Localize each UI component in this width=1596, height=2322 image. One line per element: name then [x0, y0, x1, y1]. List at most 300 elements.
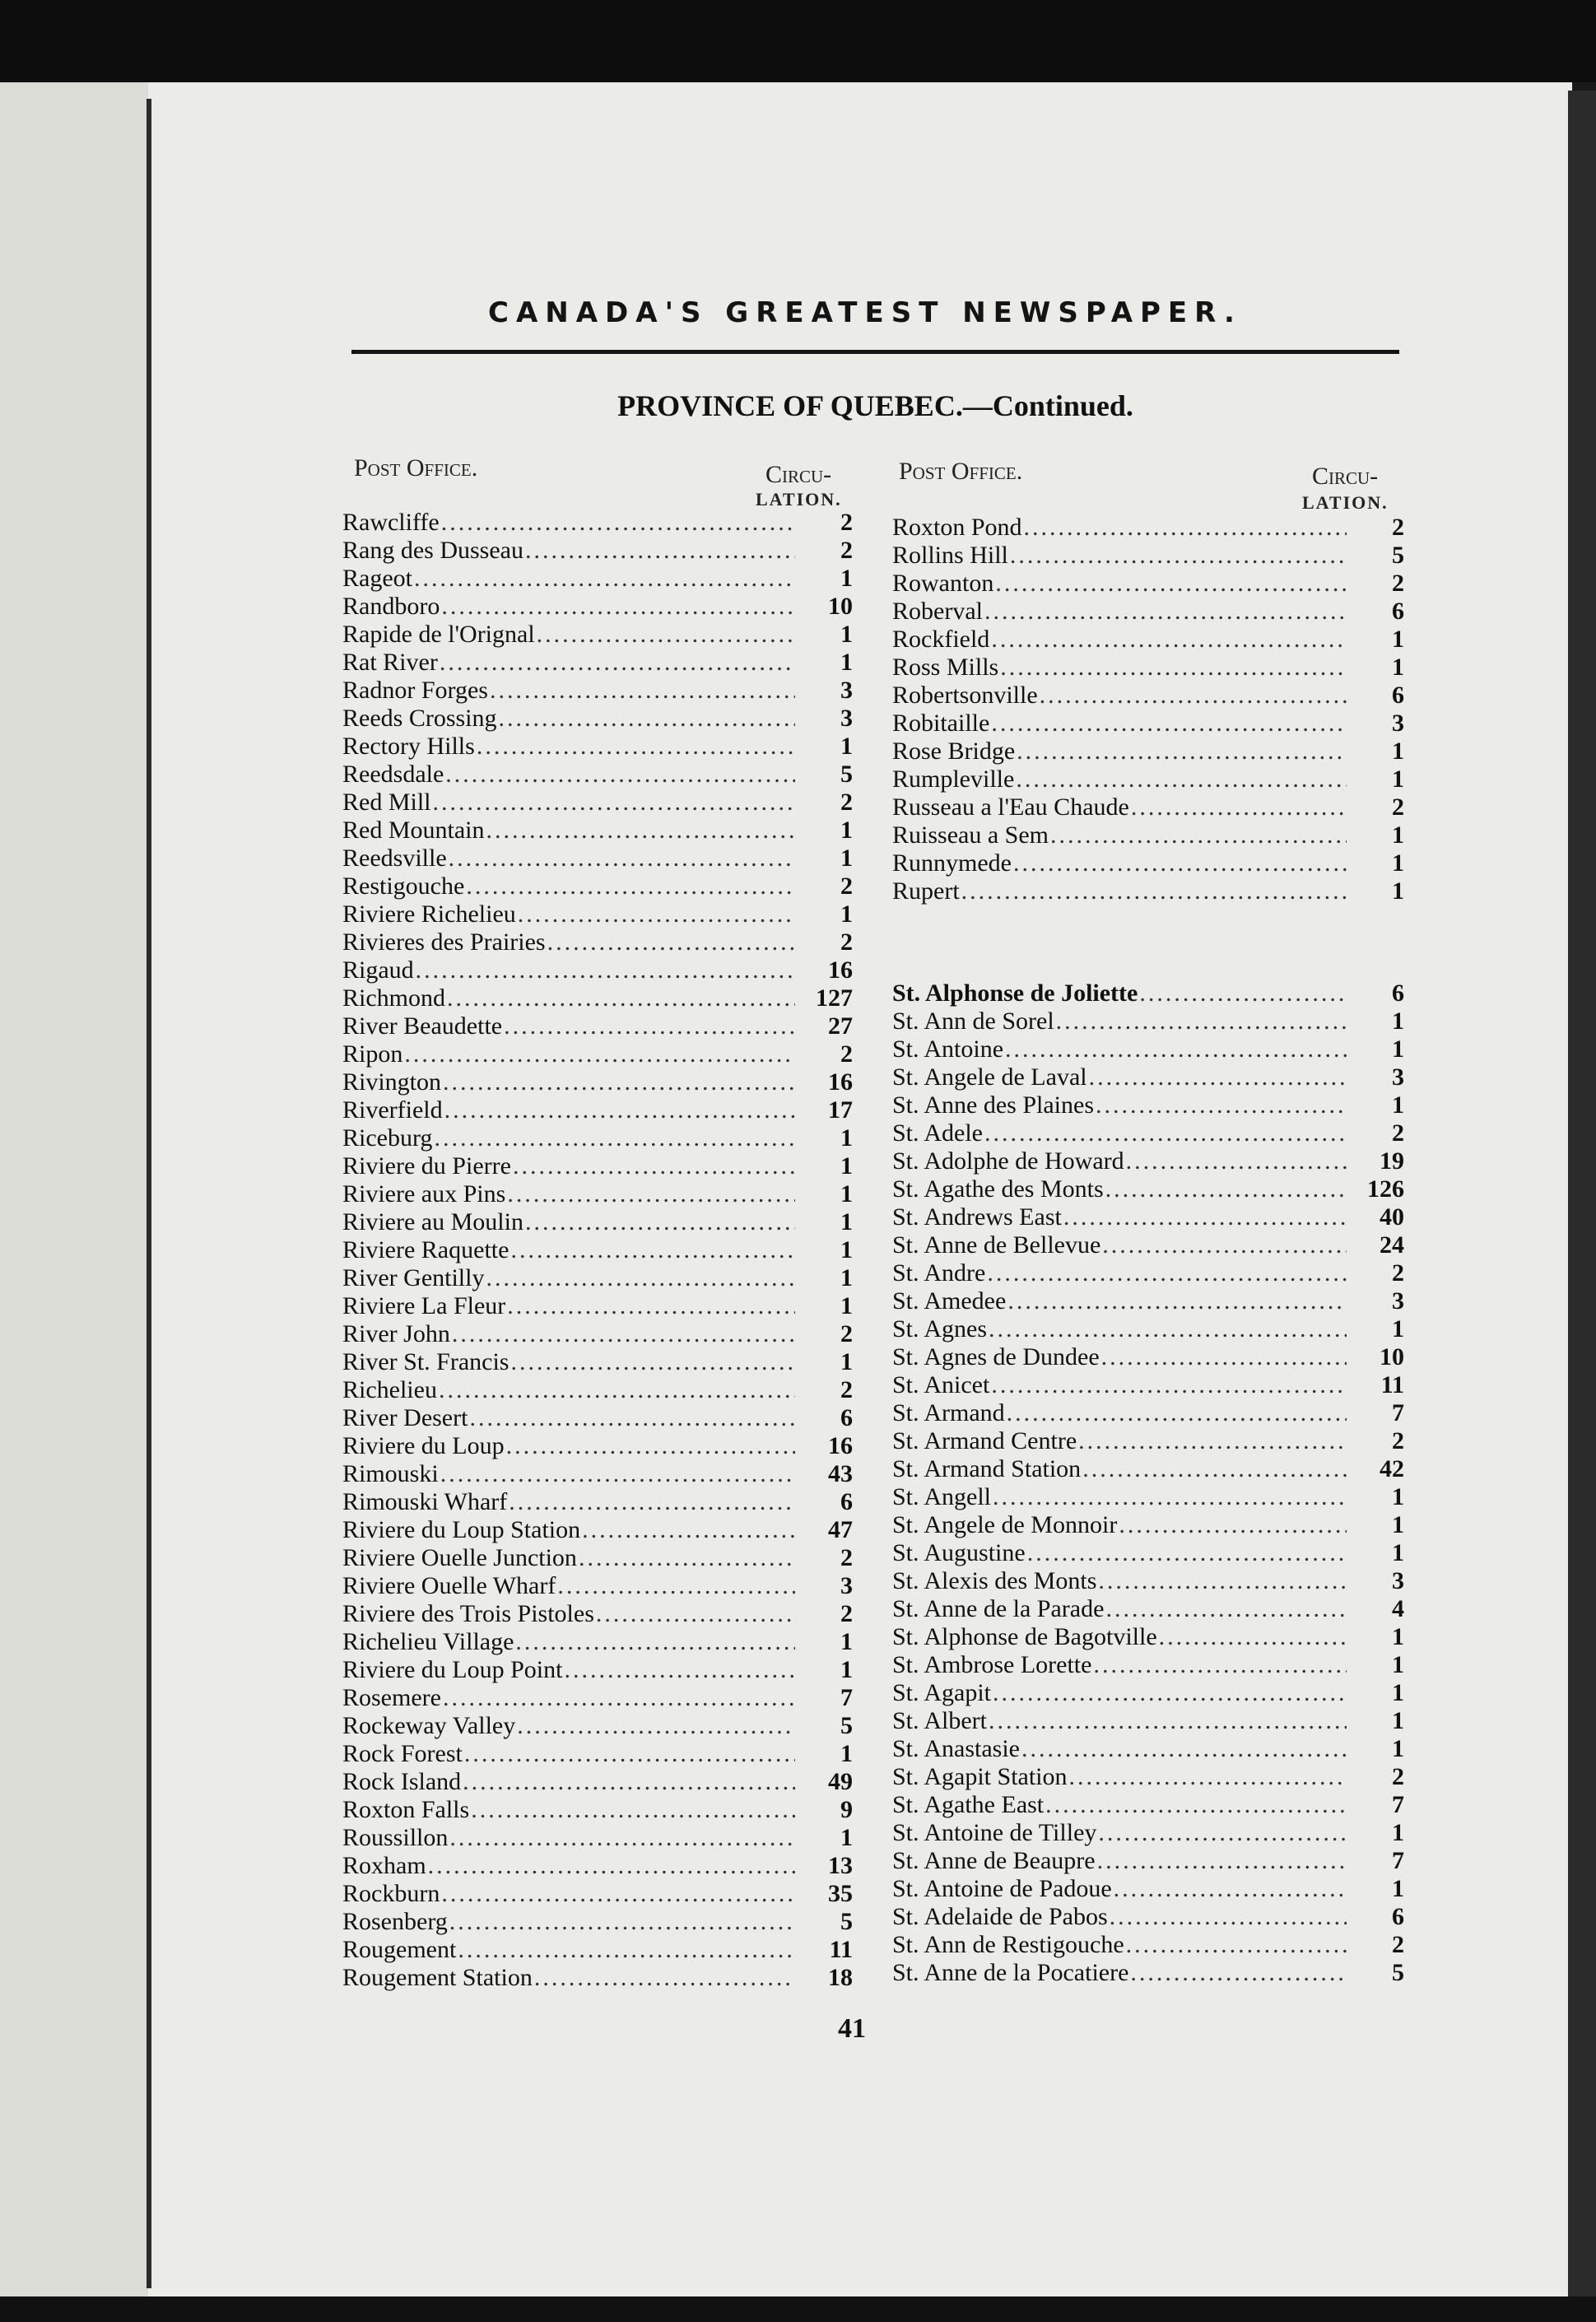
dot-leader — [505, 1432, 795, 1460]
dot-leader — [987, 1315, 1347, 1343]
circulation-value: 1 — [1392, 765, 1404, 793]
left-entry-row — [342, 1852, 853, 1880]
post-office-name: Rock Island — [342, 1768, 462, 1795]
circulation-value: 3 — [1392, 710, 1404, 737]
circulation-value: 1 — [1392, 1511, 1404, 1538]
post-office-name: St. Anne des Plaines — [892, 1091, 1094, 1119]
dot-leader — [509, 1236, 795, 1264]
circulation-value: 2 — [840, 872, 853, 900]
circulation-value: 1 — [840, 1628, 853, 1655]
right-entry-row — [892, 654, 1404, 682]
circulation-value: 43 — [828, 1460, 853, 1487]
post-office-name: St. Agapit Station — [892, 1763, 1068, 1790]
left-entry-row — [342, 872, 853, 900]
left-entry-row — [342, 1432, 853, 1460]
right-st-entry-row — [892, 1623, 1404, 1651]
circulation-value: 2 — [840, 1376, 853, 1403]
dot-leader — [516, 900, 795, 928]
left-entry-row — [342, 621, 853, 649]
circulation-value: 13 — [828, 1852, 853, 1879]
left-entry-row — [342, 1824, 853, 1852]
circulation-value: 5 — [1392, 1959, 1404, 1986]
post-office-name: St. Alexis des Monts — [892, 1567, 1097, 1594]
dot-leader — [505, 1180, 795, 1208]
dot-leader — [1077, 1427, 1347, 1455]
left-entry-row — [342, 956, 853, 984]
dot-leader — [989, 710, 1347, 738]
post-office-name: Rollins Hill — [892, 542, 1008, 569]
left-entry-row — [342, 1488, 853, 1516]
right-st-entry-row — [892, 1287, 1404, 1315]
dot-leader — [441, 1684, 795, 1712]
post-office-name: St. Agathe East — [892, 1791, 1045, 1818]
dot-leader — [1100, 1343, 1347, 1371]
circulation-value: 1 — [840, 565, 853, 592]
left-entry-row — [342, 845, 853, 872]
circulation-value: 1 — [840, 1740, 853, 1767]
post-office-name: Rimouski Wharf — [342, 1488, 508, 1515]
left-entry-row — [342, 817, 853, 845]
circulation-value: 16 — [828, 1068, 853, 1096]
circulation-value: 1 — [1392, 1539, 1404, 1566]
circulation-value: 3 — [840, 705, 853, 732]
dot-leader — [1112, 1875, 1347, 1903]
post-office-name: River Beaudette — [342, 1012, 503, 1040]
dot-leader — [448, 1908, 795, 1936]
circulation-value: 2 — [1392, 570, 1404, 597]
dot-leader — [1087, 1063, 1347, 1091]
circulation-value: 2 — [840, 509, 853, 536]
post-office-name: Russeau a l'Eau Chaude — [892, 793, 1129, 821]
left-entry-row — [342, 1348, 853, 1376]
circulation-value: 9 — [840, 1796, 853, 1823]
right-entry-row — [892, 514, 1404, 542]
dot-leader — [991, 1483, 1347, 1511]
dot-leader — [1012, 849, 1347, 877]
dot-leader — [1138, 980, 1347, 1007]
dot-leader — [1068, 1763, 1347, 1791]
dot-leader — [502, 1012, 795, 1040]
post-office-name: Radnor Forges — [342, 677, 488, 704]
circulation-value: 3 — [840, 1572, 853, 1599]
right-st-entry-row — [892, 1399, 1404, 1427]
dot-leader — [1049, 821, 1347, 849]
circulation-value: 27 — [828, 1012, 853, 1040]
post-office-name: Reedsdale — [342, 761, 444, 788]
circulation-value: 7 — [840, 1684, 853, 1711]
post-office-name: Roxham — [342, 1852, 426, 1879]
dot-leader — [1014, 765, 1347, 793]
post-office-name: St. Antoine de Tilley — [892, 1819, 1097, 1846]
post-office-name: Riviere du Pierre — [342, 1152, 511, 1180]
right-st-entry-row — [892, 1903, 1404, 1931]
circulation-value: 1 — [1392, 738, 1404, 765]
dot-leader — [987, 1707, 1347, 1735]
post-office-name: Riviere aux Pins — [342, 1180, 506, 1208]
right-st-entry-row — [892, 1343, 1404, 1371]
right-st-entry-row — [892, 1763, 1404, 1791]
circulation-value: 11 — [1380, 1371, 1404, 1398]
post-office-name: Rowanton — [892, 570, 994, 597]
post-office-name: St. Ann de Restigouche — [892, 1931, 1124, 1958]
circulation-value: 1 — [840, 733, 853, 760]
right-st-entry-row — [892, 1735, 1404, 1763]
left-entry-row — [342, 1152, 853, 1180]
left-entry-row — [342, 1516, 853, 1544]
post-office-name: Richelieu — [342, 1376, 437, 1403]
post-office-name: Roxton Pond — [892, 514, 1022, 541]
dot-leader — [1104, 1595, 1347, 1623]
post-office-name: Rang des Dusseau — [342, 537, 523, 564]
right-entry-row — [892, 877, 1404, 905]
dot-leader — [1124, 1147, 1347, 1175]
right-st-entry-row — [892, 1847, 1404, 1875]
post-office-name: St. Amedee — [892, 1287, 1007, 1315]
post-office-name: Roberval — [892, 598, 983, 625]
circulation-value: 6 — [1392, 598, 1404, 625]
dot-leader — [440, 509, 795, 537]
left-entry-row — [342, 1180, 853, 1208]
post-office-name: Robertsonville — [892, 682, 1038, 709]
circulation-value: 1 — [840, 1292, 853, 1319]
circulation-value: 5 — [840, 761, 853, 788]
dot-leader — [488, 677, 795, 705]
right-st-entry-row — [892, 1231, 1404, 1259]
dot-leader — [991, 1679, 1347, 1707]
dot-leader — [1062, 1203, 1347, 1231]
right-st-entry-row — [892, 1147, 1404, 1175]
circulation-value: 2 — [840, 1320, 853, 1347]
circulation-value: 1 — [1392, 1483, 1404, 1510]
circulation-value: 1 — [1392, 1707, 1404, 1734]
left-entry-row — [342, 1096, 853, 1124]
post-office-name: St. Anne de la Parade — [892, 1595, 1105, 1622]
left-entry-row — [342, 984, 853, 1012]
circulation-value: 1 — [1392, 1315, 1404, 1342]
dot-leader — [993, 570, 1347, 598]
dot-leader — [514, 1628, 795, 1656]
right-st-entry-row — [892, 1539, 1404, 1567]
circulation-value: 5 — [840, 1712, 853, 1739]
dot-leader — [533, 1964, 795, 1992]
post-office-name: Randboro — [342, 593, 440, 620]
dot-leader — [1026, 1539, 1347, 1567]
right-st-entry-row — [892, 1511, 1404, 1539]
dot-leader — [1005, 1399, 1347, 1427]
circulation-value: 1 — [1392, 821, 1404, 849]
post-office-name: Ruisseau a Sem — [892, 821, 1049, 849]
circulation-value: 19 — [1380, 1147, 1404, 1175]
post-office-name: St. Armand — [892, 1399, 1005, 1426]
right-st-entry-row — [892, 1651, 1404, 1679]
post-office-name: Riviere des Trois Pistoles — [342, 1600, 594, 1627]
left-entry-row — [342, 509, 853, 537]
post-office-name: Richmond — [342, 984, 445, 1012]
dot-leader — [1157, 1623, 1347, 1651]
dot-leader — [484, 1264, 795, 1292]
post-office-name: Rockeway Valley — [342, 1712, 516, 1739]
post-office-name: St. Albert — [892, 1707, 988, 1734]
post-office-name: Rectory Hills — [342, 733, 475, 760]
post-office-name: Riverfield — [342, 1096, 443, 1124]
post-office-name: Rat River — [342, 649, 438, 676]
dot-leader — [1081, 1455, 1347, 1483]
right-entry-row — [892, 765, 1404, 793]
dot-leader — [998, 654, 1347, 682]
circulation-value: 35 — [828, 1880, 853, 1907]
dot-leader — [1044, 1791, 1347, 1819]
post-office-name: Rosenberg — [342, 1908, 448, 1935]
circulation-value: 127 — [816, 984, 853, 1012]
post-office-name: Rivington — [342, 1068, 442, 1096]
post-office-name: Robitaille — [892, 710, 990, 737]
dot-leader — [1038, 682, 1347, 710]
right-st-entry-row — [892, 1259, 1404, 1287]
dot-leader — [1015, 738, 1347, 765]
dot-leader — [507, 1488, 795, 1516]
dot-leader — [441, 1068, 795, 1096]
dot-leader — [960, 877, 1347, 905]
post-office-name: St. Armand Station — [892, 1455, 1082, 1482]
left-entry-row — [342, 1964, 853, 1992]
dot-leader — [562, 1656, 795, 1684]
dot-leader — [456, 1936, 795, 1964]
dot-leader — [989, 626, 1347, 654]
circulation-value: 1 — [840, 1208, 853, 1235]
dot-leader — [447, 845, 795, 872]
post-office-name: Ross Mills — [892, 654, 999, 681]
circulation-value: 7 — [1392, 1791, 1404, 1818]
dot-leader — [461, 1768, 795, 1796]
dot-leader — [1124, 1931, 1347, 1959]
left-entry-row — [342, 1040, 853, 1068]
circulation-value: 6 — [1392, 980, 1404, 1007]
left-circulation-header: Circu- — [765, 461, 832, 488]
left-entry-row — [342, 1404, 853, 1432]
circulation-value: 49 — [828, 1768, 853, 1795]
circulation-value: 1 — [840, 621, 853, 648]
dot-leader — [511, 1152, 795, 1180]
dot-leader — [464, 872, 795, 900]
dot-leader — [577, 1544, 795, 1572]
left-entry-row — [342, 565, 853, 593]
post-office-name: Rockfield — [892, 626, 990, 653]
left-entry-row — [342, 1012, 853, 1040]
right-entry-row — [892, 682, 1404, 710]
right-entries-column — [892, 514, 1404, 1987]
dot-leader — [983, 1119, 1347, 1147]
right-st-entry-row — [892, 1007, 1404, 1035]
post-office-name: Rigaud — [342, 956, 414, 984]
running-head: CANADA'S GREATEST NEWSPAPER. — [488, 296, 1242, 329]
left-entry-row — [342, 1292, 853, 1320]
circulation-value: 1 — [1392, 1651, 1404, 1678]
post-office-name: Riviere au Moulin — [342, 1208, 523, 1235]
circulation-value: 10 — [1380, 1343, 1404, 1370]
left-entry-row — [342, 537, 853, 565]
right-circulation-header-sub: LATION. — [1302, 492, 1389, 513]
circulation-value: 2 — [840, 1600, 853, 1627]
circulation-value: 1 — [1392, 877, 1404, 905]
post-office-name: St. Ann de Sorel — [892, 1007, 1054, 1035]
circulation-value: 1 — [840, 1236, 853, 1263]
dot-leader — [1094, 1091, 1347, 1119]
right-entry-row — [892, 710, 1404, 738]
dot-leader — [1022, 514, 1347, 542]
circulation-value: 6 — [1392, 682, 1404, 709]
circulation-value: 2 — [840, 537, 853, 564]
dot-leader — [402, 1040, 795, 1068]
circulation-value: 1 — [840, 817, 853, 844]
right-entry-row — [892, 849, 1404, 877]
right-st-entry-row — [892, 1819, 1404, 1847]
circulation-value: 1 — [840, 845, 853, 872]
circulation-value: 5 — [840, 1908, 853, 1935]
circulation-value: 1 — [840, 1824, 853, 1851]
post-office-name: St. Agnes de Dundee — [892, 1343, 1100, 1370]
circulation-value: 2 — [840, 1040, 853, 1068]
post-office-name: Riceburg — [342, 1124, 433, 1152]
dot-leader — [1096, 1819, 1347, 1847]
circulation-value: 2 — [1392, 1763, 1404, 1790]
dot-leader — [412, 565, 795, 593]
dot-leader — [594, 1600, 795, 1628]
right-entry-row — [892, 738, 1404, 765]
circulation-value: 7 — [1392, 1399, 1404, 1426]
dot-leader — [469, 1796, 795, 1824]
dot-leader — [1054, 1007, 1347, 1035]
left-entry-row — [342, 1712, 853, 1740]
left-entry-row — [342, 1796, 853, 1824]
post-office-name: Roussillon — [342, 1824, 449, 1851]
dot-leader — [448, 1824, 795, 1852]
dot-leader — [426, 1852, 795, 1880]
circulation-value: 1 — [840, 649, 853, 676]
left-entry-row — [342, 1628, 853, 1656]
circulation-value: 7 — [1392, 1847, 1404, 1874]
post-office-name: River John — [342, 1320, 450, 1347]
right-st-entry-row — [892, 1875, 1404, 1903]
circulation-value: 42 — [1380, 1455, 1404, 1482]
circulation-value: 1 — [840, 1348, 853, 1375]
right-st-entry-row — [892, 1707, 1404, 1735]
right-st-entry-row — [892, 1175, 1404, 1203]
left-entry-row — [342, 1768, 853, 1796]
dot-leader — [1128, 1959, 1347, 1987]
post-office-name: St. Anne de Bellevue — [892, 1231, 1101, 1259]
circulation-value: 3 — [1392, 1063, 1404, 1091]
dot-leader — [1096, 1567, 1347, 1595]
left-entry-row — [342, 1684, 853, 1712]
circulation-value: 1 — [1392, 1007, 1404, 1035]
post-office-name: St. Anastasie — [892, 1735, 1020, 1762]
left-entry-row — [342, 733, 853, 761]
post-office-name: St. Anne de Beaupre — [892, 1847, 1096, 1874]
left-entry-row — [342, 1376, 853, 1404]
post-office-name: Reeds Crossing — [342, 705, 497, 732]
dot-leader — [463, 1740, 795, 1768]
circulation-value: 6 — [840, 1404, 853, 1431]
dot-leader — [444, 761, 795, 789]
circulation-value: 1 — [840, 1180, 853, 1208]
post-office-name: Rock Forest — [342, 1740, 463, 1767]
post-office-name: Rapide de l'Orignal — [342, 621, 535, 648]
post-office-name: St. Andrews East — [892, 1203, 1062, 1231]
dot-leader — [443, 1096, 795, 1124]
circulation-value: 1 — [1392, 1875, 1404, 1902]
circulation-value: 1 — [840, 1152, 853, 1180]
right-st-entry-row — [892, 1119, 1404, 1147]
left-entry-row — [342, 593, 853, 621]
post-office-name: St. Agathe des Monts — [892, 1175, 1104, 1203]
page-number: 41 — [838, 2013, 866, 2044]
circulation-value: 2 — [1392, 1259, 1404, 1287]
dot-leader — [485, 817, 796, 845]
left-entry-row — [342, 1320, 853, 1348]
dot-leader — [546, 928, 795, 956]
left-entry-row — [342, 1124, 853, 1152]
post-office-name: St. Agnes — [892, 1315, 988, 1342]
right-st-entry-row — [892, 1679, 1404, 1707]
circulation-value: 4 — [1392, 1595, 1404, 1622]
post-office-name: St. Adele — [892, 1119, 983, 1147]
dot-leader — [445, 984, 795, 1012]
circulation-value: 2 — [840, 1544, 853, 1571]
circulation-value: 126 — [1367, 1175, 1404, 1203]
left-entry-row — [342, 1600, 853, 1628]
section-gap — [892, 905, 1404, 980]
page-spine-shadow — [147, 99, 151, 2288]
right-entry-row — [892, 821, 1404, 849]
post-office-name: St. Angele de Laval — [892, 1063, 1087, 1091]
post-office-name: Riviere La Fleur — [342, 1292, 506, 1319]
circulation-value: 1 — [840, 1656, 853, 1683]
post-office-name: Rose Bridge — [892, 738, 1016, 765]
circulation-value: 2 — [1392, 514, 1404, 541]
section-title: PROVINCE OF QUEBEC.—Continued. — [617, 389, 1133, 422]
dot-leader — [438, 649, 795, 677]
right-post-office-header: Post Office. — [899, 458, 1023, 485]
post-office-name: Rageot — [342, 565, 412, 592]
dot-leader — [523, 1208, 795, 1236]
post-office-name: Riviere du Loup — [342, 1432, 505, 1459]
post-office-name: Richelieu Village — [342, 1628, 514, 1655]
right-st-entry-row — [892, 1371, 1404, 1399]
dot-leader — [475, 733, 795, 761]
left-entry-row — [342, 677, 853, 705]
circulation-value: 10 — [828, 593, 853, 620]
post-office-name: Rawcliffe — [342, 509, 440, 536]
dot-leader — [1003, 1035, 1347, 1063]
dot-leader — [414, 956, 795, 984]
post-office-name: Roxton Falls — [342, 1796, 470, 1823]
post-office-name: St. Angell — [892, 1483, 992, 1510]
dot-leader — [983, 598, 1347, 626]
dot-leader — [1091, 1651, 1347, 1679]
right-st-entry-row — [892, 1455, 1404, 1483]
left-entry-row — [342, 900, 853, 928]
left-entry-row — [342, 705, 853, 733]
dot-leader — [580, 1516, 795, 1544]
dot-leader — [1100, 1231, 1347, 1259]
post-office-name: Rougement — [342, 1936, 457, 1963]
post-office-name: Riviere Ouelle Junction — [342, 1544, 577, 1571]
dot-leader — [440, 593, 795, 621]
post-office-name: St. Anicet — [892, 1371, 990, 1398]
post-office-name: St. Ambrose Lorette — [892, 1651, 1092, 1678]
circulation-value: 2 — [1392, 1427, 1404, 1454]
circulation-value: 1 — [1392, 1623, 1404, 1650]
